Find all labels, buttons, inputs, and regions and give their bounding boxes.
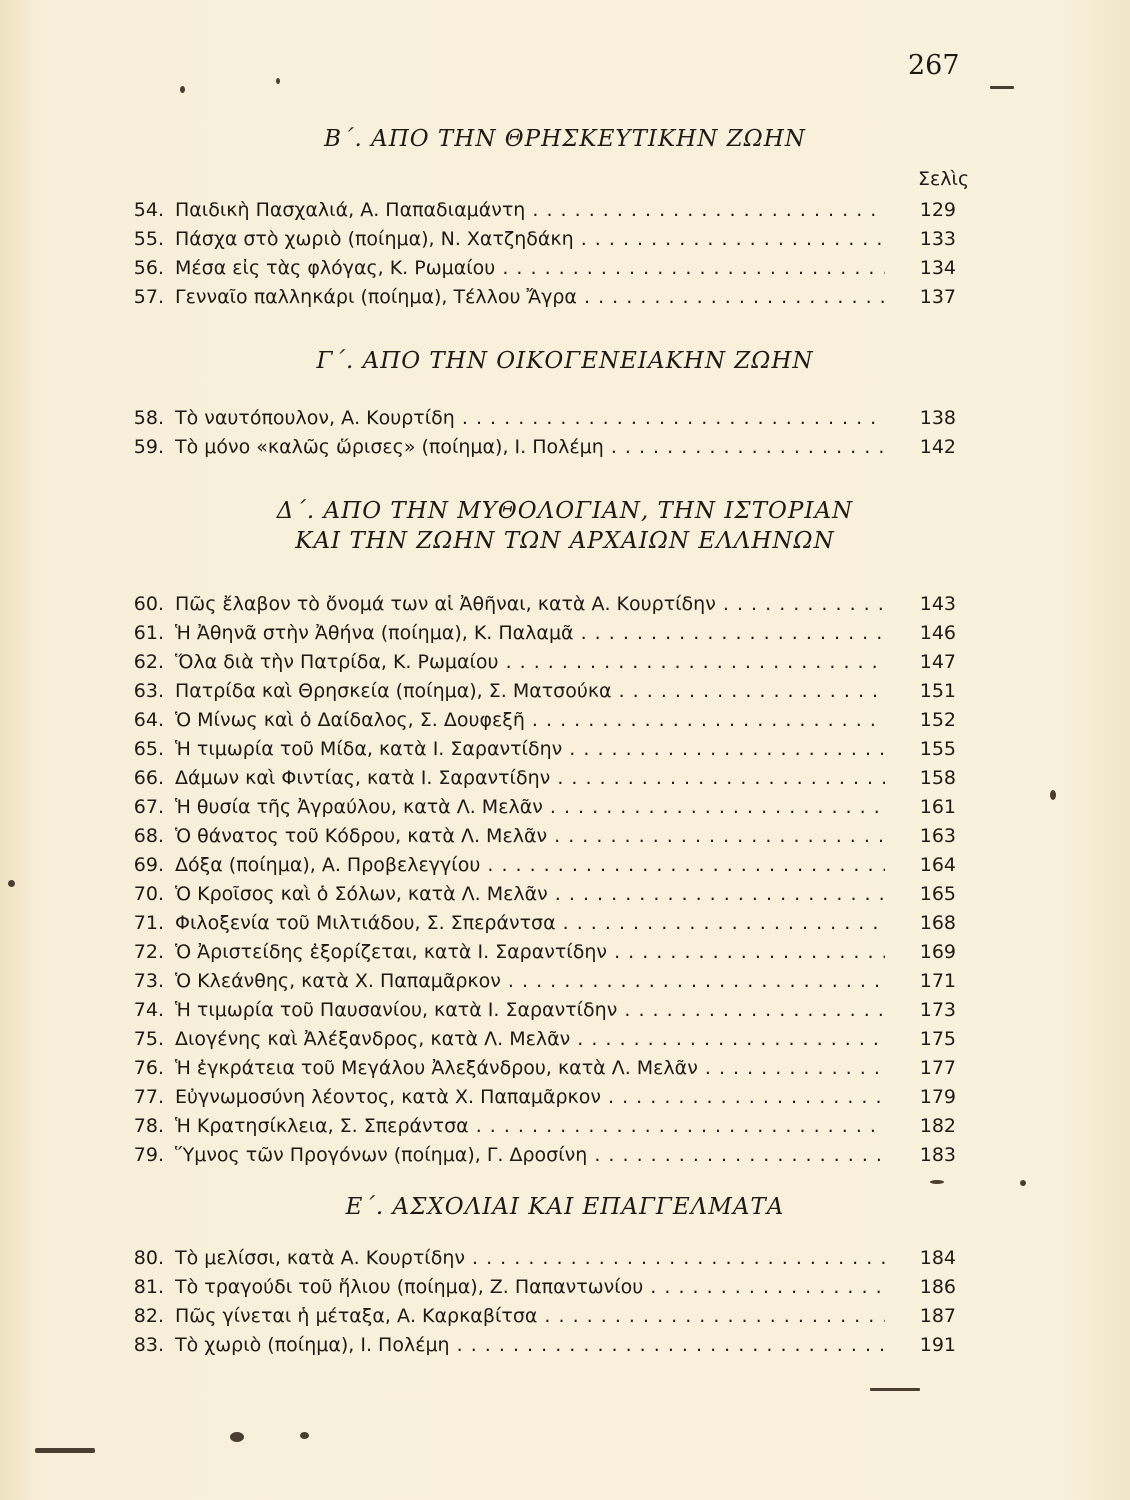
entry-title: Τὸ μόνο «καλῶς ὥρισες» (ποίημα), Ι. Πολέμη . . . (175, 433, 885, 462)
toc-entry (0, 254, 1130, 283)
entry-title: Ὁ Ἀριστείδης ἐξορίζεται, κατὰ Ι. Σαραντίδην . . . (175, 938, 885, 967)
entry-title: Ὁ θάνατος τοῦ Κόδρου, κατὰ Λ. Μελᾶν . . . (175, 822, 885, 851)
entry-number: 54. (133, 199, 164, 221)
toc-entry (0, 1083, 1130, 1112)
toc-entry (0, 880, 1130, 909)
entry-page: 161 (919, 796, 956, 818)
section-heading-b: Β΄. ΑΠΟ ΤΗΝ ΘΡΗΣΚΕΥΤΙΚΗΝ ΖΩΗΝ (324, 126, 806, 152)
entry-title: Πῶς γίνεται ἡ μέταξα, Α. Καρκαβίτσα . . . (175, 1302, 885, 1331)
toc-entry (0, 706, 1130, 735)
toc-entry (0, 851, 1130, 880)
entry-title: Ὁ Κροῖσος καὶ ὁ Σόλων, κατὰ Λ. Μελᾶν . . . (175, 880, 885, 909)
ink-speck (276, 78, 280, 84)
entry-page: 133 (919, 228, 956, 250)
toc-entry (0, 1273, 1130, 1302)
entry-number: 77. (133, 1086, 164, 1108)
entry-number: 80. (133, 1247, 164, 1269)
entry-title: Πῶς ἔλαβον τὸ ὄνομά των αἱ Ἀθῆναι, κατὰ Α. Κουρτίδην . . . (175, 590, 885, 619)
entry-title: Ὕμνος τῶν Προγόνων (ποίημα), Γ. Δροσίνη . . . (175, 1141, 885, 1170)
entry-title: Ἡ Κρατησίκλεια, Σ. Σπεράντσα . . . (175, 1112, 885, 1141)
entry-page: 168 (919, 912, 956, 934)
entry-number: 67. (133, 796, 164, 818)
toc-entry (0, 1302, 1130, 1331)
entry-number: 56. (133, 257, 164, 279)
entry-title: Εὐγνωμοσύνη λέοντος, κατὰ Χ. Παπαμᾶρκον . . . (175, 1083, 885, 1112)
entry-title: Ὁ Κλεάνθης, κατὰ Χ. Παπαμᾶρκον . . . (175, 967, 885, 996)
toc-entry (0, 735, 1130, 764)
toc-entry (0, 590, 1130, 619)
entry-page: 164 (919, 854, 956, 876)
entry-title: Πάσχα στὸ χωριὸ (ποίημα), Ν. Χατζηδάκη . . . (175, 225, 885, 254)
entry-page: 191 (919, 1334, 956, 1356)
entry-page: 175 (919, 1028, 956, 1050)
entry-title: Ἡ θυσία τῆς Ἀγραύλου, κατὰ Λ. Μελᾶν . . . (175, 793, 885, 822)
entry-number: 55. (133, 228, 164, 250)
ink-speck (180, 86, 185, 93)
entry-title: Πατρίδα καὶ Θρησκεία (ποίημα), Σ. Ματσούκα . . . (175, 677, 885, 706)
entry-page: 186 (919, 1276, 956, 1298)
entry-page: 169 (919, 941, 956, 963)
entry-title: Μέσα εἰς τὰς φλόγας, Κ. Ρωμαίου . . . (175, 254, 885, 283)
entry-page: 158 (919, 767, 956, 789)
toc-entry (0, 283, 1130, 312)
toc-entry (0, 1054, 1130, 1083)
entry-number: 62. (133, 651, 164, 673)
entry-title: Τὸ χωριὸ (ποίημα), Ι. Πολέμη . . . (175, 1331, 885, 1360)
section-heading-c: Γ΄. ΑΠΟ ΤΗΝ ΟΙΚΟΓΕΝΕΙΑΚΗΝ ΖΩΗΝ (316, 348, 814, 374)
toc-entry (0, 196, 1130, 225)
entry-title: Ἡ τιμωρία τοῦ Παυσανίου, κατὰ Ι. Σαραντίδην . . . (175, 996, 885, 1025)
entry-title: Δόξα (ποίημα), Α. Προβελεγγίου . . . (175, 851, 885, 880)
toc-entry (0, 619, 1130, 648)
entry-number: 69. (133, 854, 164, 876)
entry-number: 75. (133, 1028, 164, 1050)
toc-entry (0, 1331, 1130, 1360)
toc-entry (0, 1112, 1130, 1141)
entry-title: Ἡ Ἀθηνᾶ στὴν Ἀθήνα (ποίημα), Κ. Παλαμᾶ . . . (175, 619, 885, 648)
entry-number: 64. (133, 709, 164, 731)
entry-number: 76. (133, 1057, 164, 1079)
entry-page: 152 (919, 709, 956, 731)
toc-entry (0, 793, 1130, 822)
entry-page: 179 (919, 1086, 956, 1108)
entry-page: 165 (919, 883, 956, 905)
toc-entry (0, 225, 1130, 254)
section-heading-d-line2: ΚΑΙ ΤΗΝ ΖΩΗΝ ΤΩΝ ΑΡΧΑΙΩΝ ΕΛΛΗΝΩΝ (295, 528, 835, 554)
entry-page: 171 (919, 970, 956, 992)
entry-number: 78. (133, 1115, 164, 1137)
entry-title: Τὸ τραγούδι τοῦ ἥλιου (ποίημα), Ζ. Παπαντωνίου . . . (175, 1273, 885, 1302)
ink-speck (35, 1448, 95, 1453)
entry-number: 72. (133, 941, 164, 963)
entry-page: 151 (919, 680, 956, 702)
toc-entry (0, 1025, 1130, 1054)
entry-number: 65. (133, 738, 164, 760)
toc-entry (0, 648, 1130, 677)
ink-speck (930, 1180, 944, 1184)
entry-number: 68. (133, 825, 164, 847)
ink-speck (1020, 1180, 1026, 1186)
entry-page: 173 (919, 999, 956, 1021)
ink-speck (230, 1432, 244, 1442)
toc-entry (0, 433, 1130, 462)
entry-number: 73. (133, 970, 164, 992)
ink-speck (8, 880, 15, 887)
entry-number: 66. (133, 767, 164, 789)
entry-title: Παιδικὴ Πασχαλιά, Α. Παπαδιαμάντη . . . (175, 196, 885, 225)
entry-number: 70. (133, 883, 164, 905)
entry-page: 142 (919, 436, 956, 458)
entry-number: 59. (133, 436, 164, 458)
section-heading-e: Ε΄. ΑΣΧΟΛΙΑΙ ΚΑΙ ΕΠΑΓΓΕΛΜΑΤΑ (345, 1194, 785, 1220)
entry-page: 146 (919, 622, 956, 644)
entry-number: 63. (133, 680, 164, 702)
entry-number: 82. (133, 1305, 164, 1327)
pages-column-label: Σελὶς (918, 168, 970, 190)
entry-page: 138 (919, 407, 956, 429)
toc-entry (0, 404, 1130, 433)
entry-number: 83. (133, 1334, 164, 1356)
entry-title: Τὸ ναυτόπουλον, Α. Κουρτίδη . . . (175, 404, 885, 433)
entry-page: 163 (919, 825, 956, 847)
toc-entry (0, 677, 1130, 706)
toc-entry (0, 764, 1130, 793)
entry-page: 143 (919, 593, 956, 615)
entry-number: 74. (133, 999, 164, 1021)
entry-page: 155 (919, 738, 956, 760)
entry-page: 187 (919, 1305, 956, 1327)
section-heading-d: Δ΄. ΑΠΟ ΤΗΝ ΜΥΘΟΛΟΓΙΑΝ, ΤΗΝ ΙΣΤΟΡΙΑΝ (276, 498, 854, 524)
toc-entry (0, 822, 1130, 851)
entry-number: 81. (133, 1276, 164, 1298)
entry-page: 182 (919, 1115, 956, 1137)
toc-entry (0, 1141, 1130, 1170)
entry-page: 137 (919, 286, 956, 308)
entry-number: 57. (133, 286, 164, 308)
entry-title: Ἡ ἐγκράτεια τοῦ Μεγάλου Ἀλεξάνδρου, κατὰ Λ. Μελᾶν . . . (175, 1054, 885, 1083)
entry-page: 129 (919, 199, 956, 221)
entry-title: Ὁ Μίνως καὶ ὁ Δαίδαλος, Σ. Δουφεξῆ . . . (175, 706, 885, 735)
entry-number: 60. (133, 593, 164, 615)
toc-entry (0, 967, 1130, 996)
entry-number: 71. (133, 912, 164, 934)
entry-title: Φιλοξενία τοῦ Μιλτιάδου, Σ. Σπεράντσα . . . (175, 909, 885, 938)
ink-speck (1050, 790, 1056, 800)
ink-speck (870, 1388, 920, 1391)
entry-title: Ὅλα διὰ τὴν Πατρίδα, Κ. Ρωμαίου . . . (175, 648, 885, 677)
entry-title: Τὸ μελίσσι, κατὰ Α. Κουρτίδην . . . (175, 1244, 885, 1273)
entry-page: 183 (919, 1144, 956, 1166)
entry-title: Γενναῖο παλληκάρι (ποίημα), Τέλλου Ἄγρα . . . (175, 283, 885, 312)
ink-speck (300, 1432, 309, 1439)
page-number: 267 (908, 50, 960, 81)
entry-title: Δάμων καὶ Φιντίας, κατὰ Ι. Σαραντίδην . . . (175, 764, 885, 793)
toc-entry (0, 1244, 1130, 1273)
entry-page: 147 (919, 651, 956, 673)
toc-entry (0, 909, 1130, 938)
entry-title: Ἡ τιμωρία τοῦ Μίδα, κατὰ Ι. Σαραντίδην . . . (175, 735, 885, 764)
entry-page: 177 (919, 1057, 956, 1079)
entry-number: 58. (133, 407, 164, 429)
entry-number: 61. (133, 622, 164, 644)
toc-entry (0, 996, 1130, 1025)
entry-page: 184 (919, 1247, 956, 1269)
entry-number: 79. (133, 1144, 164, 1166)
toc-entry (0, 938, 1130, 967)
entry-title: Διογένης καὶ Ἀλέξανδρος, κατὰ Λ. Μελᾶν . . . (175, 1025, 885, 1054)
ink-speck (990, 86, 1014, 89)
entry-page: 134 (919, 257, 956, 279)
